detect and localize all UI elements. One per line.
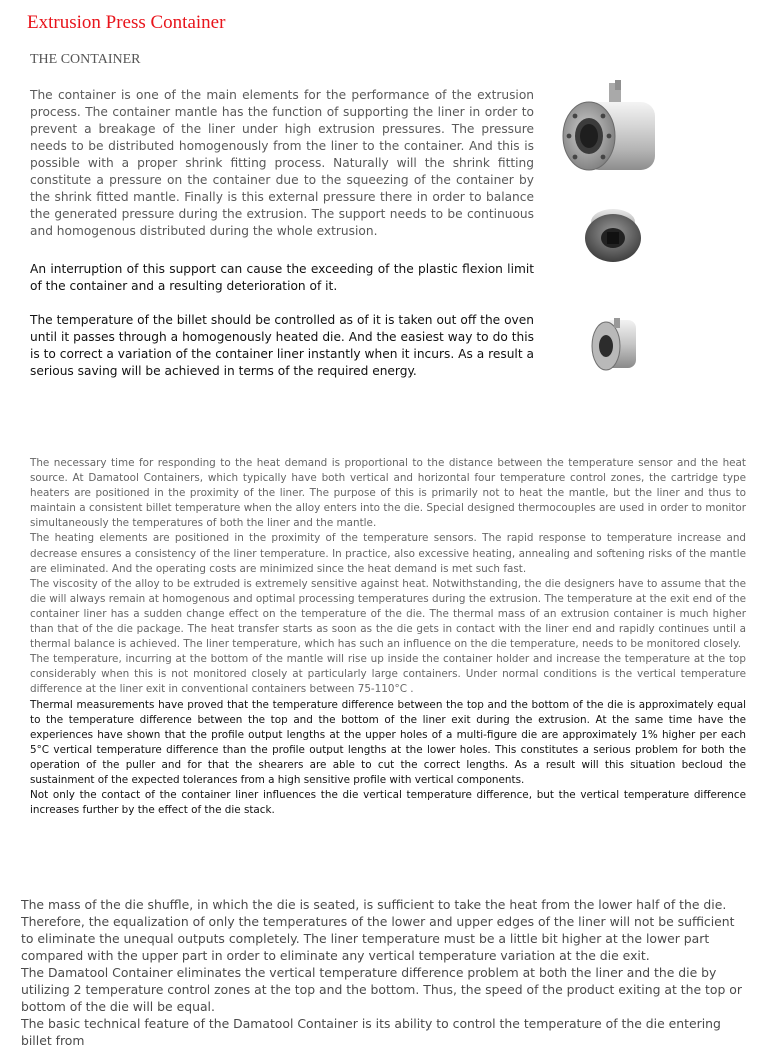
section-heading: THE CONTAINER: [30, 52, 141, 67]
closing-paragraph-1: The mass of the die shuffle, in which the die is seated, is sufficient to take the heat from the lower half of the die. Therefore, the equalization of only the temperatures of the lower and upper edges of the liner will not be sufficient to eliminate the unequal outputs completely. The liner temperature must be a little bit higher at the lower part compared with the upper part in order to eliminate any vertical temperature variation at the die exit.: [21, 897, 735, 963]
intro-paragraph-2: An interruption of this support can cause the exceeding of the plastic flexion limit of the container and a resulting deterioration of it.: [30, 262, 534, 293]
intro-paragraph-3: The temperature of the billet should be controlled as of it is taken out off the oven until it passes through a homogenously heated die. And the easiest way to do this is to correct a variation of the container liner instantly when it incurs. As a result a serious saving will be achieved in terms of the required energy.: [30, 313, 534, 378]
details-paragraph-3: The viscosity of the alloy to be extruded is extremely sensitive against heat. Notwithstanding, the die designers have to assume that the die will always remain at homogenous and optimal processing temperatures during the extrusion. The temperature at the exit end of the container liner has a sudden change effect on the temperature of the die. The thermal mass of an extrusion container is much higher than that of the die package. The heat transfer starts as soon as the die gets in contact with the liner end and rapidly continues until a thermal balance is achieved. The liner temperature, which has such an influence on the die temperature, needs to be monitored closely.: [30, 577, 746, 651]
details-paragraph-2: The heating elements are positioned in the proximity of the temperature sensors. The rapid response to temperature increase and decrease ensures a consistency of the liner temperature. In practice, also excessive heating, annealing and softening risks of the mantle are eliminated. And the operating costs are minimized since the heat demand is met such fast.: [30, 532, 746, 575]
closing-paragraph-2: The Damatool Container eliminates the vertical temperature difference problem at both the liner and the die by utilizing 2 temperature control zones at the top and the bottom. Thus, the speed of the product exiting at the top or bottom of the die will be equal.: [21, 965, 742, 1014]
details-paragraph-6: Not only the contact of the container liner influences the die vertical temperature difference, but the vertical temperature difference increases further by the effect of the die stack.: [30, 789, 746, 817]
technical-details-section: [30, 456, 746, 818]
container-assembly-image: [555, 80, 665, 186]
closing-section: [21, 896, 747, 1049]
details-paragraph-1: The necessary time for responding to the heat demand is proportional to the distance between the temperature sensor and the heat source. At Damatool Containers, which typically have both vertical and horizontal four temperature control zones, the cartridge type heaters are positioned in the proximity of the liner. The purpose of this is primarily not to heat the mantle, but the liner and thus to maintain a consistent billet temperature when the alloy enters into the die. Special designed thermocouples are used in order to monitor simultaneously the temperatures of both the liner and the mantle.: [30, 457, 746, 530]
closing-paragraph-3: The basic technical feature of the Damatool Container is its ability to control the temperature of the die entering billet from: [21, 1016, 721, 1048]
intro-paragraph-1: The container is one of the main elements for the performance of the extrusion process. The container mantle has the function of supporting the liner in order to prevent a breakage of the liner under high extrusion pressures. The pressure needs to be distributed homogenously from the liner to the container. And this is possible with a proper shrink fitting process. Naturally will the shrink fitting constitute a pressure on the container due to the squeezing of the container by the shrink fitted mantle. Finally is this external pressure there in order to balance the generated pressure during the extrusion. The support needs to be continuous and homogenous distributed during the whole extrusion.: [30, 88, 534, 238]
container-side-image: [588, 316, 644, 374]
details-paragraph-4: The temperature, incurring at the bottom of the mantle will rise up inside the container holder and increase the temperature at the top considerably when this is not monitored closely at particularly large containers. Under normal conditions is the vertical temperature difference at the liner exit in conventional containers between 75-110°C .: [30, 653, 746, 696]
container-liner-image: [583, 206, 643, 262]
page-title: Extrusion Press Container: [27, 12, 226, 33]
details-paragraph-5: Thermal measurements have proved that the temperature difference between the top and the bottom of the die is approximately equal to the temperature difference between the top and the bottom of the liner exit during the extrusion. At the same time have the experiences have shown that the profile output lengths at the upper holes of a multi-figure die are approximately 1% higher per each 5°C vertical temperature difference than the profile output lengths at the lower holes. This constitutes a serious problem for both the operation of the puller and for that the shearers are able to cut the correct lengths. As a result will this situation becloud the sustainment of the expected tolerances from a high sensitive profile with vertical components.: [30, 698, 746, 786]
